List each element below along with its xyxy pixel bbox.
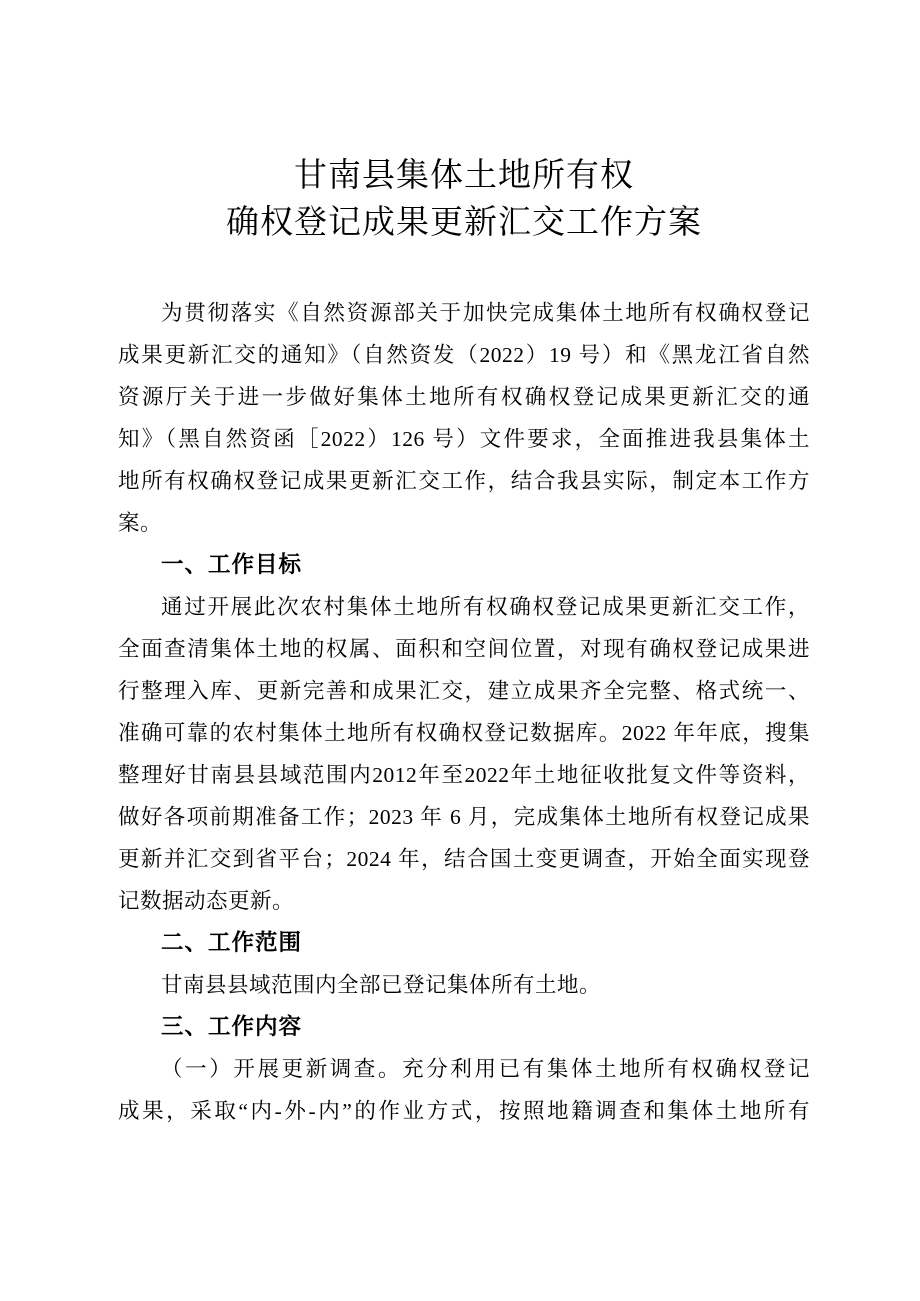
work-scope-paragraph — [118, 964, 810, 1006]
text-line: 做好各项前期准备工作；2023 年 6 月，完成集体土地所有权登记成果 — [118, 805, 810, 829]
text-line: 案。 — [118, 511, 163, 535]
text-line: 知》（黑自然资函［2022）126 号）文件要求，全面推进我县集体土 — [118, 427, 810, 451]
text-line: 成果，采取“内-外-内”的作业方式，按照地籍调查和集体土地所有 — [118, 1099, 810, 1123]
text-line: （一）开展更新调查。充分利用已有集体土地所有权确权登记 — [161, 1057, 810, 1081]
work-content-paragraph — [118, 1048, 810, 1132]
work-goal-paragraph — [118, 586, 810, 922]
text-line: 通过开展此次农村集体土地所有权确权登记成果更新汇交工作， — [161, 595, 810, 619]
text-line: 行整理入库、更新完善和成果汇交，建立成果齐全完整、格式统一、 — [118, 679, 810, 703]
text-line: 更新并汇交到省平台；2024 年，结合国土变更调查，开始全面实现登 — [118, 847, 810, 871]
text-line: 成果更新汇交的通知》（自然资发（2022）19 号）和《黑龙江省自然 — [118, 343, 810, 367]
title-line-1: 甘南县集体土地所有权 — [294, 158, 634, 194]
text-line: 地所有权确权登记成果更新汇交工作，结合我县实际，制定本工作方 — [118, 469, 810, 493]
text-line: 整理好甘南县县域范围内2012年至2022年土地征收批复文件等资料， — [118, 763, 810, 787]
section-heading-2: 二、工作范围 — [161, 930, 303, 955]
document-title — [118, 153, 810, 247]
text-line: 甘南县县域范围内全部已登记集体所有土地。 — [161, 973, 602, 997]
intro-paragraph — [118, 292, 810, 544]
section-heading-1: 一、工作目标 — [161, 552, 303, 577]
section-heading-3: 三、工作内容 — [161, 1014, 303, 1039]
text-line: 资源厅关于进一步做好集体土地所有权确权登记成果更新汇交的通 — [118, 385, 810, 409]
text-line: 准确可靠的农村集体土地所有权确权登记数据库。2022 年年底，搜集 — [118, 721, 810, 745]
text-line: 全面查清集体土地的权属、面积和空间位置，对现有确权登记成果进 — [118, 637, 810, 661]
text-line: 为贯彻落实《自然资源部关于加快完成集体土地所有权确权登记 — [161, 301, 810, 325]
text-line: 记数据动态更新。 — [118, 889, 295, 913]
title-line-2: 确权登记成果更新汇交工作方案 — [226, 205, 702, 241]
